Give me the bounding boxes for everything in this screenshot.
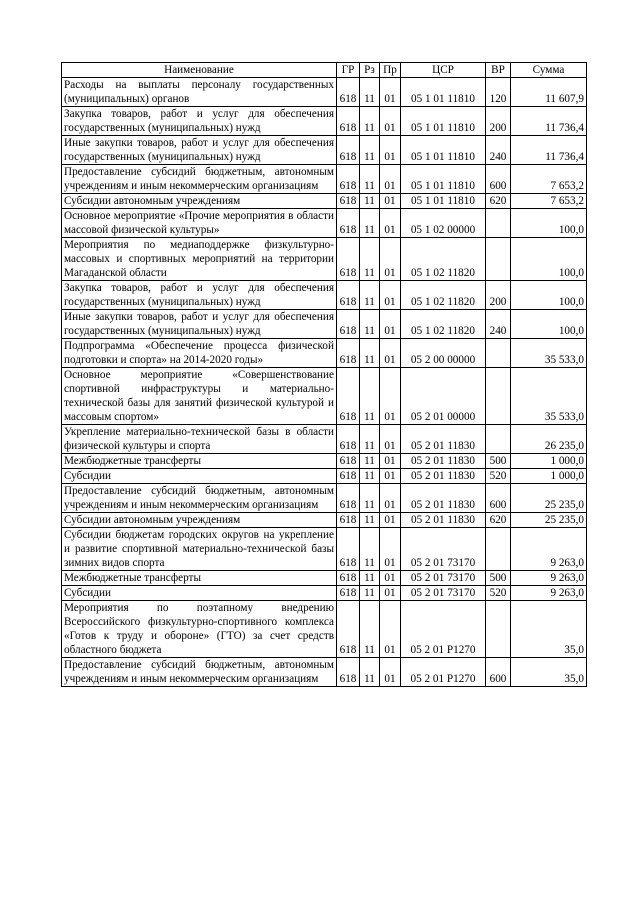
cell-name: Мероприятия по поэтапному внедрению Всероссийского физкультурно-спортивного комплекса «Готов к труду и обороне» (ГТО) за счет средств областного бюджета — [62, 601, 337, 658]
cell-sum: 35 533,0 — [511, 339, 587, 368]
budget-table — [61, 62, 587, 687]
cell-csr: 05 2 01 11830 — [401, 513, 486, 528]
cell-csr: 05 1 02 11820 — [401, 238, 486, 281]
cell-rz: 11 — [360, 469, 380, 484]
cell-gr: 618 — [337, 339, 360, 368]
cell-pr: 01 — [380, 425, 401, 454]
cell-rz: 11 — [360, 194, 380, 209]
cell-vr: 240 — [486, 310, 511, 339]
cell-vr — [486, 209, 511, 238]
cell-sum: 35 533,0 — [511, 368, 587, 425]
cell-name: Подпрограмма «Обеспечение процесса физической подготовки и спорта» на 2014-2020 годы» — [62, 339, 337, 368]
cell-name: Предоставление субсидий бюджетным, автономным учреждениям и иным некоммерческим организациям — [62, 658, 337, 687]
cell-sum: 100,0 — [511, 238, 587, 281]
cell-rz: 11 — [360, 571, 380, 586]
cell-sum: 1 000,0 — [511, 469, 587, 484]
cell-gr: 618 — [337, 658, 360, 687]
cell-vr — [486, 425, 511, 454]
cell-pr: 01 — [380, 454, 401, 469]
cell-name: Иные закупки товаров, работ и услуг для обеспечения государственных (муниципальных) нужд — [62, 136, 337, 165]
cell-pr: 01 — [380, 658, 401, 687]
cell-rz: 11 — [360, 281, 380, 310]
table-row — [62, 484, 587, 513]
cell-sum: 35,0 — [511, 658, 587, 687]
cell-csr: 05 2 01 11830 — [401, 484, 486, 513]
header-row — [62, 63, 587, 78]
cell-gr: 618 — [337, 281, 360, 310]
cell-name: Предоставление субсидий бюджетным, автономным учреждениям и иным некоммерческим организациям — [62, 165, 337, 194]
cell-csr: 05 2 01 11830 — [401, 454, 486, 469]
cell-vr: 120 — [486, 78, 511, 107]
header-gr: ГР — [337, 63, 360, 78]
cell-csr: 05 2 01 11830 — [401, 425, 486, 454]
cell-sum: 11 607,9 — [511, 78, 587, 107]
table-row — [62, 513, 587, 528]
cell-csr: 05 2 00 00000 — [401, 339, 486, 368]
cell-csr: 05 1 01 11810 — [401, 136, 486, 165]
cell-name: Субсидии — [62, 469, 337, 484]
cell-sum: 25 235,0 — [511, 484, 587, 513]
cell-name: Субсидии автономным учреждениям — [62, 513, 337, 528]
cell-sum: 25 235,0 — [511, 513, 587, 528]
cell-gr: 618 — [337, 136, 360, 165]
cell-vr: 520 — [486, 469, 511, 484]
cell-pr: 01 — [380, 601, 401, 658]
cell-rz: 11 — [360, 107, 380, 136]
cell-name: Субсидии — [62, 586, 337, 601]
cell-pr: 01 — [380, 281, 401, 310]
cell-csr: 05 2 01 11830 — [401, 469, 486, 484]
cell-vr — [486, 368, 511, 425]
table-row — [62, 586, 587, 601]
cell-pr: 01 — [380, 586, 401, 601]
cell-csr: 05 1 01 11810 — [401, 194, 486, 209]
cell-gr: 618 — [337, 513, 360, 528]
cell-rz: 11 — [360, 425, 380, 454]
cell-gr: 618 — [337, 107, 360, 136]
cell-sum: 9 263,0 — [511, 571, 587, 586]
cell-sum: 9 263,0 — [511, 528, 587, 571]
cell-rz: 11 — [360, 513, 380, 528]
header-csr: ЦСР — [401, 63, 486, 78]
cell-gr: 618 — [337, 586, 360, 601]
cell-gr: 618 — [337, 310, 360, 339]
cell-pr: 01 — [380, 194, 401, 209]
cell-gr: 618 — [337, 484, 360, 513]
table-body — [62, 78, 587, 687]
cell-vr: 200 — [486, 107, 511, 136]
cell-pr: 01 — [380, 136, 401, 165]
cell-rz: 11 — [360, 136, 380, 165]
cell-csr: 05 2 01 73170 — [401, 586, 486, 601]
table-row — [62, 571, 587, 586]
cell-name: Укрепление материально-технической базы в области физической культуры и спорта — [62, 425, 337, 454]
cell-gr: 618 — [337, 425, 360, 454]
cell-csr: 05 2 01 73170 — [401, 528, 486, 571]
cell-sum: 100,0 — [511, 281, 587, 310]
cell-gr: 618 — [337, 238, 360, 281]
cell-rz: 11 — [360, 658, 380, 687]
cell-csr: 05 1 02 00000 — [401, 209, 486, 238]
cell-name: Субсидии бюджетам городских округов на укрепление и развитие спортивной материально-технической базы зимних видов спорта — [62, 528, 337, 571]
table-row — [62, 425, 587, 454]
cell-pr: 01 — [380, 469, 401, 484]
header-sum: Сумма — [511, 63, 587, 78]
cell-pr: 01 — [380, 368, 401, 425]
cell-rz: 11 — [360, 310, 380, 339]
table-row — [62, 339, 587, 368]
cell-vr: 520 — [486, 586, 511, 601]
cell-vr — [486, 238, 511, 281]
cell-gr: 618 — [337, 571, 360, 586]
cell-rz: 11 — [360, 601, 380, 658]
cell-name: Межбюджетные трансферты — [62, 571, 337, 586]
cell-rz: 11 — [360, 238, 380, 281]
table-row — [62, 78, 587, 107]
cell-sum: 100,0 — [511, 310, 587, 339]
cell-gr: 618 — [337, 454, 360, 469]
cell-sum: 7 653,2 — [511, 194, 587, 209]
cell-csr: 05 1 01 11810 — [401, 107, 486, 136]
cell-csr: 05 1 01 11810 — [401, 78, 486, 107]
cell-gr: 618 — [337, 194, 360, 209]
cell-name: Иные закупки товаров, работ и услуг для обеспечения государственных (муниципальных) нужд — [62, 310, 337, 339]
cell-pr: 01 — [380, 513, 401, 528]
cell-sum: 100,0 — [511, 209, 587, 238]
cell-vr: 620 — [486, 194, 511, 209]
cell-rz: 11 — [360, 586, 380, 601]
cell-vr: 500 — [486, 454, 511, 469]
cell-sum: 9 263,0 — [511, 586, 587, 601]
cell-name: Основное мероприятие «Совершенствование спортивной инфраструктуры и материально-технической базы для занятий физической культурой и массовым спортом» — [62, 368, 337, 425]
cell-vr: 600 — [486, 165, 511, 194]
cell-pr: 01 — [380, 528, 401, 571]
cell-sum: 11 736,4 — [511, 107, 587, 136]
table-row — [62, 454, 587, 469]
cell-csr: 05 2 01 Р1270 — [401, 658, 486, 687]
cell-vr — [486, 528, 511, 571]
table-header — [62, 63, 587, 78]
table-row — [62, 528, 587, 571]
cell-gr: 618 — [337, 209, 360, 238]
cell-csr: 05 2 01 Р1270 — [401, 601, 486, 658]
cell-gr: 618 — [337, 368, 360, 425]
cell-csr: 05 1 01 11810 — [401, 165, 486, 194]
cell-sum: 35,0 — [511, 601, 587, 658]
table-row — [62, 209, 587, 238]
cell-csr: 05 2 01 73170 — [401, 571, 486, 586]
header-pr: Пр — [380, 63, 401, 78]
cell-sum: 26 235,0 — [511, 425, 587, 454]
cell-rz: 11 — [360, 78, 380, 107]
cell-pr: 01 — [380, 78, 401, 107]
cell-vr: 620 — [486, 513, 511, 528]
cell-vr: 500 — [486, 571, 511, 586]
cell-gr: 618 — [337, 165, 360, 194]
cell-pr: 01 — [380, 571, 401, 586]
cell-rz: 11 — [360, 209, 380, 238]
cell-csr: 05 1 02 11820 — [401, 281, 486, 310]
table-row — [62, 238, 587, 281]
cell-sum: 7 653,2 — [511, 165, 587, 194]
header-name: Наименование — [62, 63, 337, 78]
table-row — [62, 601, 587, 658]
cell-vr: 200 — [486, 281, 511, 310]
cell-pr: 01 — [380, 165, 401, 194]
cell-vr: 600 — [486, 484, 511, 513]
cell-rz: 11 — [360, 484, 380, 513]
header-rz: Рз — [360, 63, 380, 78]
table-row — [62, 194, 587, 209]
cell-rz: 11 — [360, 454, 380, 469]
table-row — [62, 136, 587, 165]
cell-gr: 618 — [337, 528, 360, 571]
cell-rz: 11 — [360, 165, 380, 194]
cell-pr: 01 — [380, 484, 401, 513]
cell-gr: 618 — [337, 78, 360, 107]
cell-vr — [486, 339, 511, 368]
cell-name: Межбюджетные трансферты — [62, 454, 337, 469]
cell-pr: 01 — [380, 107, 401, 136]
cell-name: Основное мероприятие «Прочие мероприятия в области массовой физической культуры» — [62, 209, 337, 238]
table-row — [62, 658, 587, 687]
cell-name: Закупка товаров, работ и услуг для обеспечения государственных (муниципальных) нужд — [62, 107, 337, 136]
table-row — [62, 469, 587, 484]
cell-name: Мероприятия по медиаподдержке физкультурно-массовых и спортивных мероприятий на территории Магаданской области — [62, 238, 337, 281]
table-row — [62, 107, 587, 136]
cell-vr — [486, 601, 511, 658]
table-row — [62, 368, 587, 425]
cell-gr: 618 — [337, 469, 360, 484]
cell-name: Расходы на выплаты персоналу государственных (муниципальных) органов — [62, 78, 337, 107]
cell-csr: 05 2 01 00000 — [401, 368, 486, 425]
table-row — [62, 165, 587, 194]
cell-pr: 01 — [380, 209, 401, 238]
cell-pr: 01 — [380, 339, 401, 368]
cell-csr: 05 1 02 11820 — [401, 310, 486, 339]
header-vr: ВР — [486, 63, 511, 78]
table-row — [62, 281, 587, 310]
cell-name: Предоставление субсидий бюджетным, автономным учреждениям и иным некоммерческим организациям — [62, 484, 337, 513]
cell-vr: 240 — [486, 136, 511, 165]
cell-name: Закупка товаров, работ и услуг для обеспечения государственных (муниципальных) нужд — [62, 281, 337, 310]
cell-rz: 11 — [360, 339, 380, 368]
cell-rz: 11 — [360, 368, 380, 425]
cell-pr: 01 — [380, 238, 401, 281]
cell-gr: 618 — [337, 601, 360, 658]
table-row — [62, 310, 587, 339]
cell-sum: 1 000,0 — [511, 454, 587, 469]
cell-pr: 01 — [380, 310, 401, 339]
cell-vr: 600 — [486, 658, 511, 687]
cell-name: Субсидии автономным учреждениям — [62, 194, 337, 209]
cell-sum: 11 736,4 — [511, 136, 587, 165]
cell-rz: 11 — [360, 528, 380, 571]
